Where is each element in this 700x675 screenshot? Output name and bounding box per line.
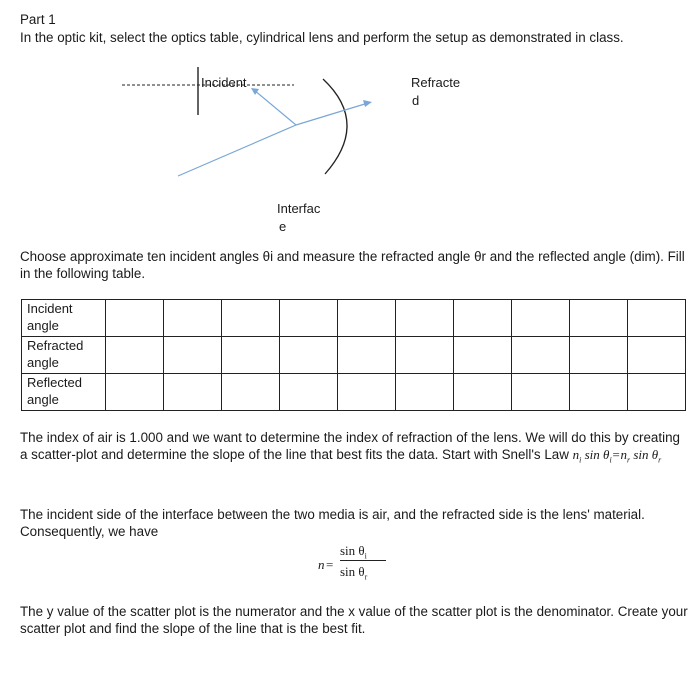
table-cell[interactable] bbox=[222, 374, 280, 411]
table-cell[interactable] bbox=[338, 300, 396, 337]
angles-table bbox=[21, 299, 686, 411]
instruction-text: In the optic kit, select the optics table, cylindrical lens and perform the setup as demonstrated in class. bbox=[20, 30, 624, 45]
table-cell[interactable] bbox=[628, 337, 686, 374]
refracted-label-wrap: d bbox=[412, 93, 420, 108]
interface-label-wrap: e bbox=[279, 219, 287, 234]
table-cell[interactable] bbox=[396, 337, 454, 374]
table-cell[interactable] bbox=[164, 337, 222, 374]
row-header-refracted: Refracted angle bbox=[22, 337, 106, 374]
scatter-plot-paragraph: The y value of the scatter plot is the numerator and the x value of the scatter plot is the denominator. Create your scatter plot and find the slope of the line that is the best fit. bbox=[20, 604, 688, 636]
reflected-ray bbox=[254, 90, 296, 125]
incident-label: Incident bbox=[201, 75, 247, 90]
table-cell[interactable] bbox=[338, 337, 396, 374]
table-cell[interactable] bbox=[280, 300, 338, 337]
lens-curve bbox=[323, 79, 347, 174]
interface-paragraph: The incident side of the interface between the two media is air, and the refracted side is the lens' material. Consequently, we have bbox=[20, 507, 645, 539]
refracted-ray bbox=[296, 103, 368, 125]
table-cell[interactable] bbox=[628, 374, 686, 411]
table-cell[interactable] bbox=[280, 337, 338, 374]
reflected-arrowhead bbox=[251, 88, 259, 95]
table-cell[interactable] bbox=[512, 337, 570, 374]
interface-label: Interfac bbox=[277, 201, 321, 216]
table-cell[interactable] bbox=[222, 300, 280, 337]
snell-law-equation: $n_i$ $\sin \theta_i=n_r$ $\sin \theta_r$ bbox=[572, 447, 662, 465]
table-cell[interactable] bbox=[570, 337, 628, 374]
table-cell[interactable] bbox=[222, 337, 280, 374]
table-cell[interactable] bbox=[570, 300, 628, 337]
table-cell[interactable] bbox=[164, 374, 222, 411]
table-cell[interactable] bbox=[338, 374, 396, 411]
snell-paragraph: The index of air is 1.000 and we want to determine the index of refraction of the lens. We will do this by creating a scatter-plot and determine the slope of the line that best fits the data. Start with Snell's Law $n_i$ $\sin \theta_i=n_r$ $\sin \theta_r$ bbox=[20, 430, 680, 465]
table-cell[interactable] bbox=[106, 337, 164, 374]
table-cell[interactable] bbox=[280, 374, 338, 411]
table-cell[interactable] bbox=[512, 300, 570, 337]
row-header-incident: Incident angle bbox=[22, 300, 106, 337]
table-cell[interactable] bbox=[106, 374, 164, 411]
fraction-bar bbox=[340, 560, 386, 561]
table-cell[interactable] bbox=[164, 300, 222, 337]
refracted-arrowhead bbox=[363, 100, 372, 107]
table-row bbox=[22, 300, 686, 337]
formula-denominator: $\sin \theta_r$ bbox=[340, 564, 368, 582]
part-heading: Part 1 bbox=[20, 12, 56, 27]
optics-diagram bbox=[0, 0, 700, 240]
row-header-reflected: Reflected angle bbox=[22, 374, 106, 411]
table-cell[interactable] bbox=[396, 374, 454, 411]
table-cell[interactable] bbox=[628, 300, 686, 337]
table-row bbox=[22, 374, 686, 411]
table-cell[interactable] bbox=[570, 374, 628, 411]
incident-ray bbox=[178, 125, 296, 176]
choose-angles-text: Choose approximate ten incident angles θi and measure the refracted angle θr and the reflected angle (dim). Fill in the following table. bbox=[20, 249, 685, 281]
table-cell[interactable] bbox=[454, 337, 512, 374]
table-cell[interactable] bbox=[106, 300, 164, 337]
table-cell[interactable] bbox=[454, 374, 512, 411]
refracted-label: Refracte bbox=[411, 75, 461, 90]
table-cell[interactable] bbox=[454, 300, 512, 337]
table-cell[interactable] bbox=[512, 374, 570, 411]
table-row bbox=[22, 337, 686, 374]
formula-numerator: $\sin \theta_i$ bbox=[340, 543, 367, 561]
table-cell[interactable] bbox=[396, 300, 454, 337]
